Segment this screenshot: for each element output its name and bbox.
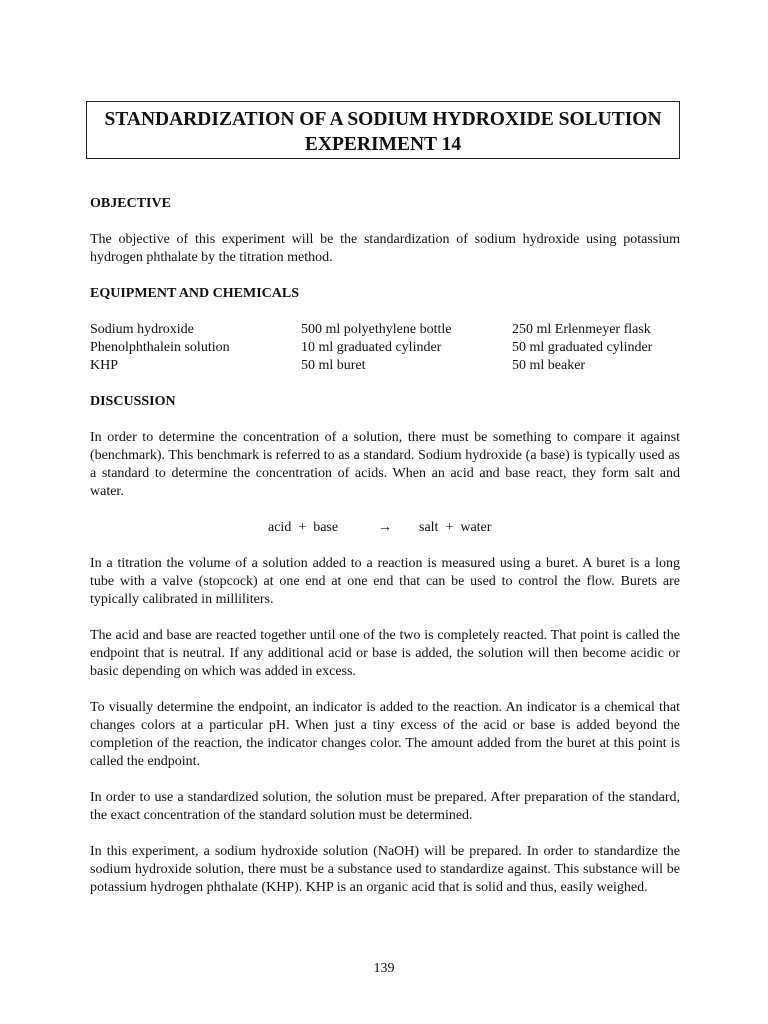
table-cell: 10 ml graduated cylinder [301,340,442,355]
table-cell: 50 ml graduated cylinder [512,340,653,355]
equipment-heading: EQUIPMENT AND CHEMICALS [90,286,299,301]
table-row [90,321,680,339]
table-cell: Sodium hydroxide [90,322,194,337]
discussion-paragraph: The acid and base are reacted together until one of the two is completely reacted. That point is called the endpoint that is neutral. If any additional acid or base is added, the solution will then become acidic or basic depending on which was added in excess. [90,628,680,679]
document-title: STANDARDIZATION OF A SODIUM HYDROXIDE SOLUTION [104,109,662,130]
table-cell: 50 ml buret [301,358,366,373]
discussion-heading: DISCUSSION [90,394,176,409]
table-cell: 50 ml beaker [512,358,586,373]
table-cell: Phenolphthalein solution [90,340,230,355]
reaction-equation [90,519,680,537]
objective-heading: OBJECTIVE [90,196,171,211]
table-row [90,339,680,357]
equation-products: salt + water [419,520,492,535]
objective-text: The objective of this experiment will be the standardization of sodium hydroxide using potassium hydrogen phthalate by the titration method. [90,232,680,265]
discussion-paragraph: In a titration the volume of a solution added to a reaction is measured using a buret. A buret is a long tube with a valve (stopcock) at one end at one end that can be used to control the flow. Burets are typically calibrated in milliliters. [90,556,680,607]
table-cell: KHP [90,358,119,373]
experiment-number: EXPERIMENT 14 [304,134,462,155]
discussion-paragraph: In order to use a standardized solution, the solution must be prepared. After preparation of the standard, the exact concentration of the standard solution must be determined. [90,790,680,823]
page-number: 139 [373,961,395,976]
table-cell: 250 ml Erlenmeyer flask [512,322,651,337]
equation-reactants: acid + base [268,520,339,535]
equipment-table [90,321,680,375]
discussion-paragraph: In order to determine the concentration of a solution, there must be something to compare it against (benchmark). This benchmark is referred to as a standard. Sodium hydroxide (a base) is typically used as a standard to determine the concentration of acids. When an acid and base react, they form salt and water. [90,430,680,499]
table-cell: 500 ml polyethylene bottle [301,322,452,337]
discussion-paragraph: To visually determine the endpoint, an indicator is added to the reaction. An indicator is a chemical that changes colors at a particular pH. When just a tiny excess of the acid or base is added beyond the completion of the reaction, the indicator changes color. The amount added from the buret at this point is called the endpoint. [90,700,680,769]
reaction-arrow: → [378,520,392,535]
table-row [90,357,680,375]
discussion-paragraph: In this experiment, a sodium hydroxide solution (NaOH) will be prepared. In order to standardize the sodium hydroxide solution, there must be a substance used to standardize against. This substance will be potassium hydrogen phthalate (KHP). KHP is an organic acid that is solid and thus, easily weighed. [90,844,680,895]
document-body [90,195,680,897]
title-box [86,101,680,159]
